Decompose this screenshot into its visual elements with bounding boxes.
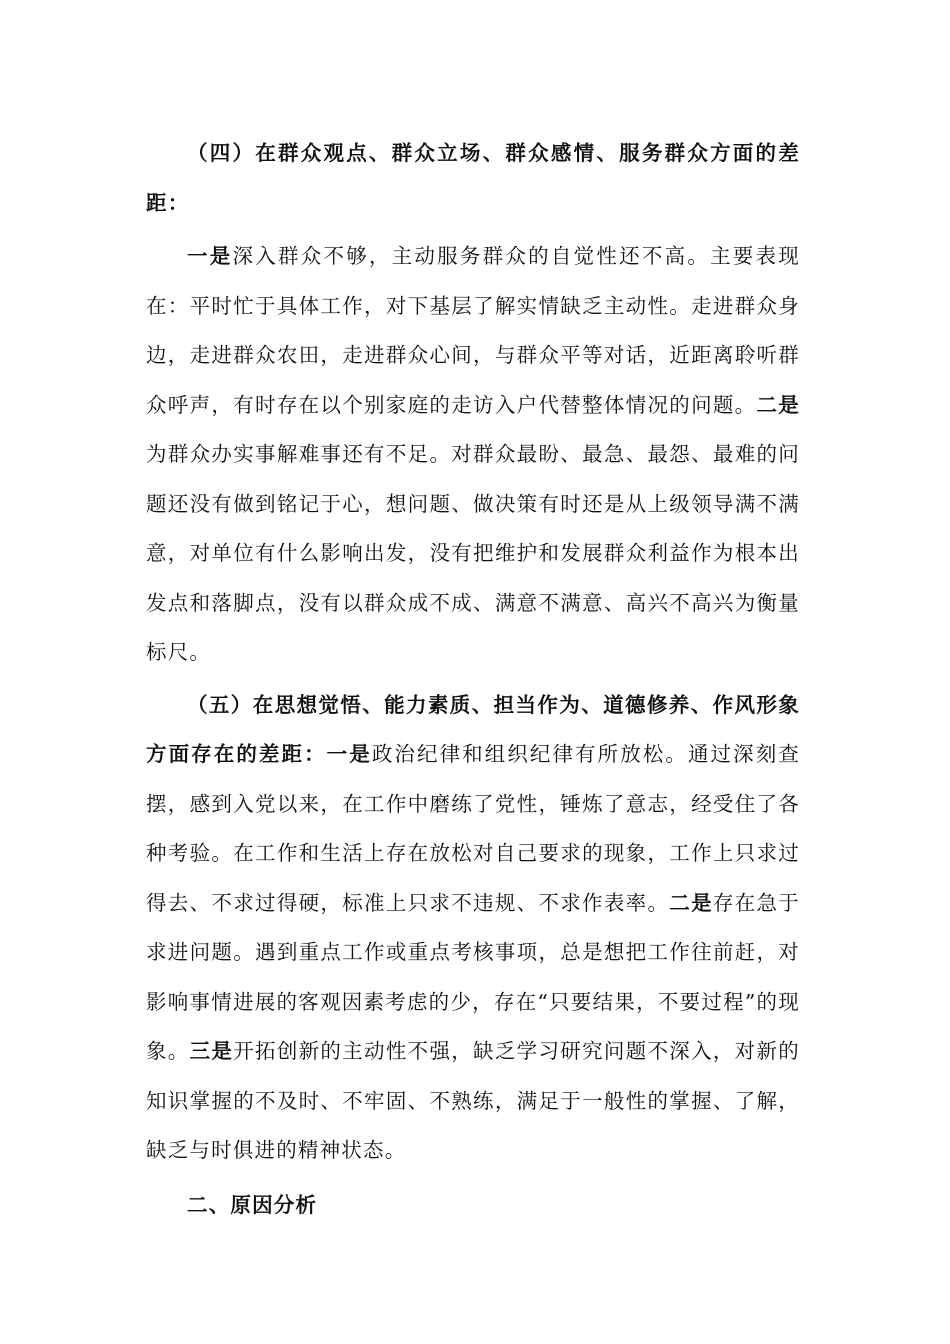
s5-item2-lead: 二是 bbox=[669, 890, 713, 915]
item2-lead: 二是 bbox=[756, 392, 800, 417]
section5-heading: （五）在思想觉悟、能力素质、担当作为、道德修养、作风形象方面存在的差距： bbox=[146, 692, 800, 766]
section4-paragraph bbox=[146, 232, 800, 678]
s5-item2-text: 存在急于求进问题。遇到重点工作或重点考核事项，总是想把工作往前赶，对影响事情进展的客观因素考虑的少，存在“只要结果，不要过程”的现象。 bbox=[146, 890, 800, 1063]
section5-paragraph bbox=[146, 681, 800, 1176]
section4-heading: （四）在群众观点、群众立场、群众感情、服务群众方面的差距： bbox=[146, 141, 800, 215]
item1-text: 深入群众不够，主动服务群众的自觉性还不高。主要表现在：平时忙于具体工作，对下基层了解实情缺乏主动性。走进群众身边，走进群众农田，走进群众心间，与群众平等对话，近距离聆听群众呼声，有时存在以个别家庭的走访入户代替整体情况的问题。 bbox=[146, 244, 800, 417]
s5-item1-text: 政治纪律和组织纪律有所放松。通过深刻查摆，感到入党以来，在工作中磨练了党性，锤炼了意志，经受住了各种考验。在工作和生活上存在放松对自己要求的现象，工作上只求过得去、不求过得硬，标准上只求不违规、不求作表率。 bbox=[146, 742, 800, 915]
item2-text: 为群众办实事解难事还有不足。对群众最盼、最急、最怨、最难的问题还没有做到铭记于心，想问题、做决策有时还是从上级领导满不满意，对单位有什么影响出发，没有把维护和发展群众利益作为根本出发点和落脚点，没有以群众成不成、满意不满意、高兴不高兴为衡量标尺。 bbox=[146, 442, 800, 664]
s5-item3-lead: 三是 bbox=[189, 1039, 234, 1063]
s5-item3-text: 开拓创新的主动性不强，缺乏学习研究问题不深入，对新的知识掌握的不及时、不牢固、不熟练，满足于一般性的掌握、了解，缺乏与时俱进的精神状态。 bbox=[146, 1039, 800, 1162]
item1-lead: 一是 bbox=[187, 244, 233, 268]
s5-item1-lead: 一是 bbox=[326, 742, 372, 766]
analysis-heading: 二、原因分析 bbox=[187, 1192, 318, 1217]
